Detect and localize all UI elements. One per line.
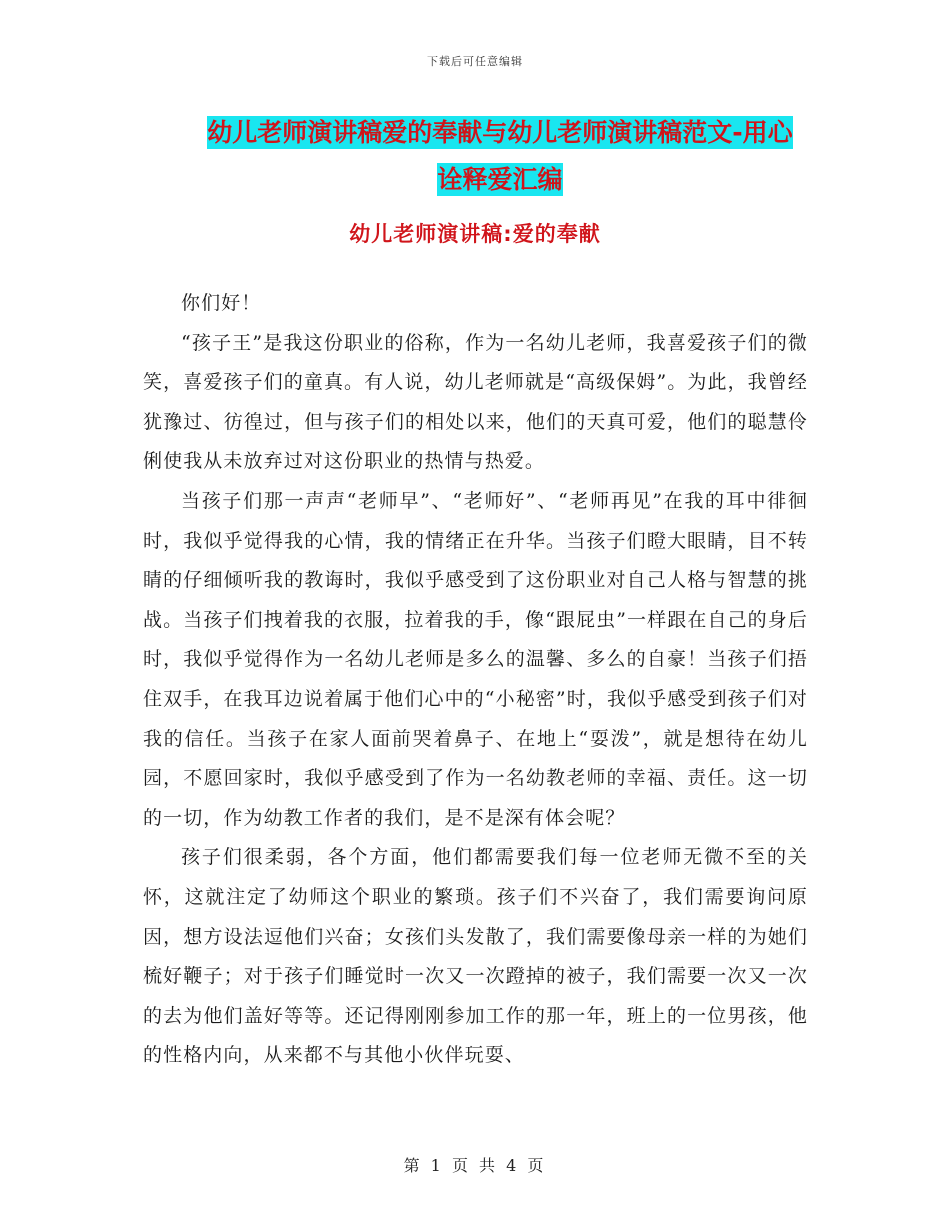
paragraph: “孩子王”是我这份职业的俗称，作为一名幼儿老师，我喜爱孩子们的微笑，喜爱孩子们的童真。有人说，幼儿老师就是“高级保姆”。为此，我曾经犹豫过、彷徨过，但与孩子们的相处以来，他们的天真可爱，他们的聪慧伶俐使我从未放弃过对这份职业的热情与热爱。 [143,331,808,473]
body-text [143,284,808,1076]
page-footer: 第 1 页 共 4 页 [403,1156,547,1175]
paragraph-greeting: 你们好！ [181,292,262,314]
document-title-line-2: 诠释爱汇编 [437,165,563,194]
paragraph: 当孩子们那一声声“老师早”、“老师好”、“老师再见”在我的耳中徘徊时，我似乎觉得我的心情，我的情绪正在升华。当孩子们瞪大眼睛，目不转睛的仔细倾听我的教诲时，我似乎感受到了这份职业对自己人格与智慧的挑战。当孩子们拽着我的衣服，拉着我的手，像“跟屁虫”一样跟在自己的身后时，我似乎觉得作为一名幼儿老师是多么的温馨、多么的自豪！当孩子们捂住双手，在我耳边说着属于他们心中的“小秘密”时，我似乎感受到孩子们对我的信任。当孩子在家人面前哭着鼻子、在地上“耍泼”，就是想待在幼儿园，不愿回家时，我似乎感受到了作为一名幼教老师的幸福、责任。这一切的一切，作为幼教工作者的我们，是不是深有体会呢？ [143,489,808,829]
document-title [130,109,870,203]
document-title-line-1: 幼儿老师演讲稿爱的奉献与幼儿老师演讲稿范文-用心 [207,118,793,147]
section-title: 幼儿老师演讲稿:爱的奉献 [349,222,601,246]
header-note: 下载后可任意编辑 [427,55,523,68]
paragraph: 孩子们很柔弱，各个方面，他们都需要我们每一位老师无微不至的关怀，这就注定了幼师这个职业的繁琐。孩子们不兴奋了，我们需要询问原因，想方设法逗他们兴奋；女孩们头发散了，我们需要像母亲一样的为她们梳好鞭子；对于孩子们睡觉时一次又一次蹬掉的被子，我们需要一次又一次的去为他们盖好等等。还记得刚刚参加工作的那一年，班上的一位男孩，他的性格内向，从来都不与其他小伙伴玩耍、 [143,846,808,1067]
